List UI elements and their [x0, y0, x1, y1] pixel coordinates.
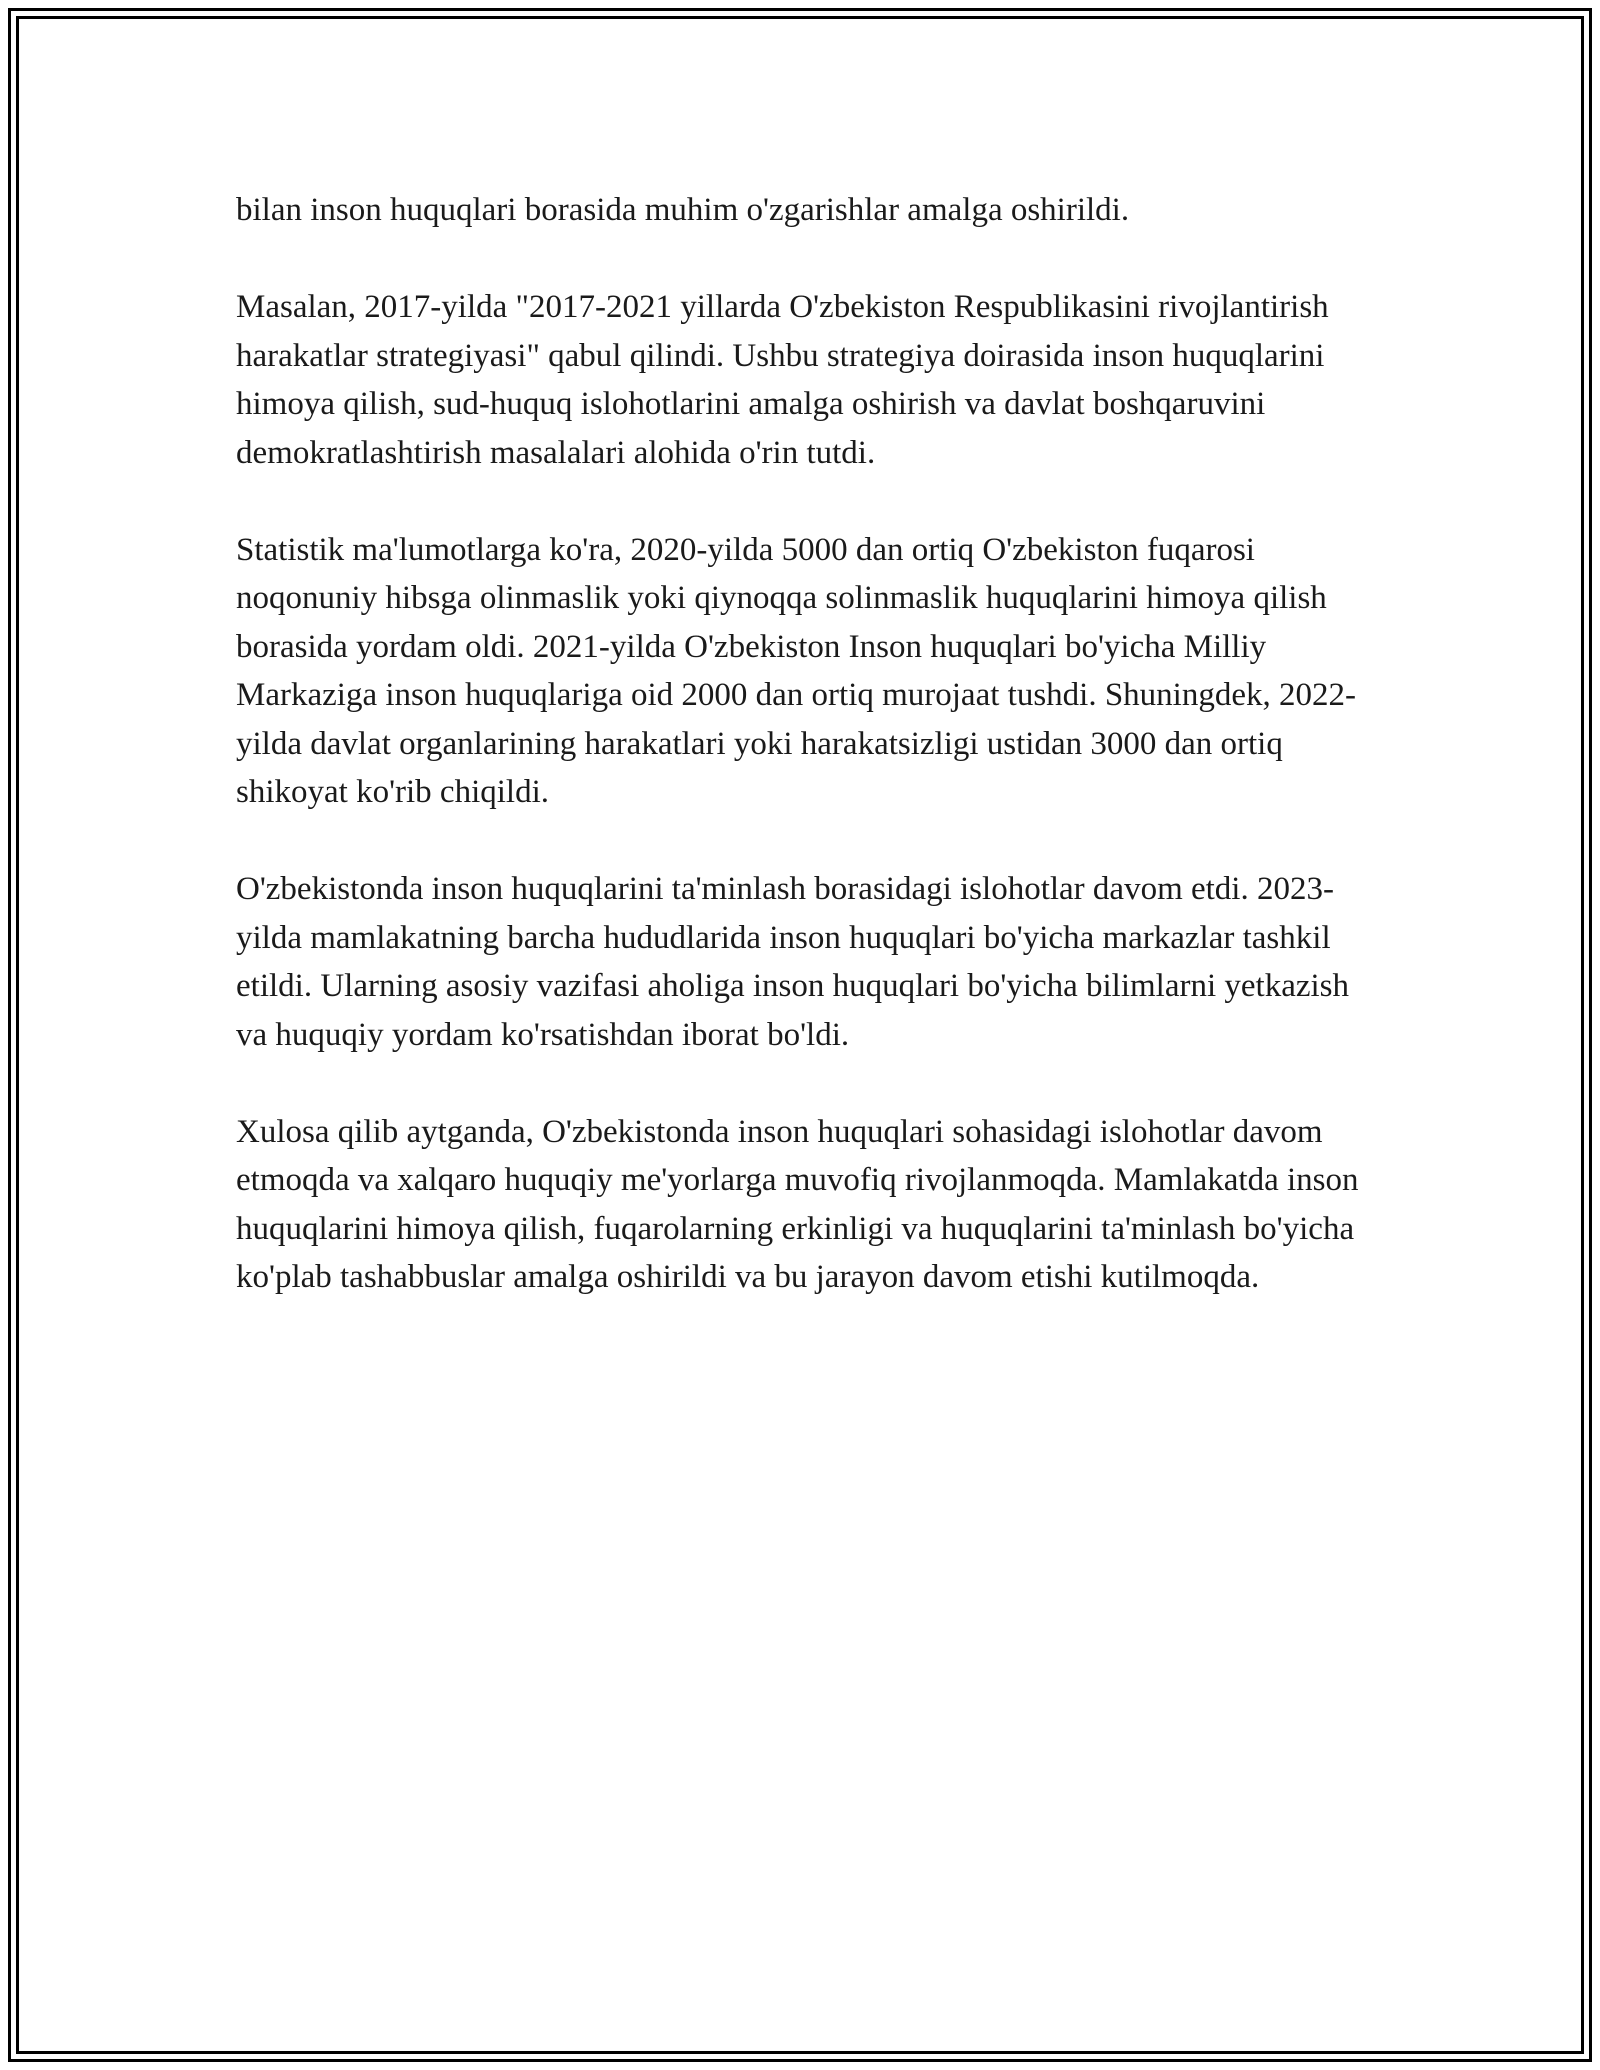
paragraph-statistics: Statistik ma'lumotlarga ko'ra, 2020-yilda 5000 dan ortiq O'zbekiston fuqarosi noqonuniy hibsga olinmaslik yoki qiynoqqa solinmaslik huquqlarini himoya qilish borasida yordam oldi. 2021-yilda O'zbekiston Inson huquqlari bo'yicha Milliy Markaziga inson huquqlariga oid 2000 dan ortiq murojaat tushdi. Shuningdek, 2022-yilda davlat organlarining harakatlari yoki harakatsizligi ustidan 3000 dan ortiq shikoyat ko'rib chiqildi.	[236, 531, 1356, 810]
paragraph-reforms: O'zbekistonda inson huquqlarini ta'minlash borasidagi islohotlar davom etdi. 2023-yilda mamlakatning barcha hududlarida inson huquqlari bo'yicha markazlar tashkil etildi. Ularning asosiy vazifasi aholiga inson huquqlari bo'yicha bilimlarni yetkazish va huquqiy yordam ko'rsatishdan iborat bo'ldi.	[236, 871, 1350, 1053]
paragraph-conclusion: Xulosa qilib aytganda, O'zbekistonda inson huquqlari sohasidagi islohotlar davom etmoqda va xalqaro huquqiy me'yorlarga muvofiq rivojlanmoqda. Mamlakatda inson huquqlarini himoya qilish, fuqarolarning erkinligi va huquqlarini ta'minlash bo'yicha ko'plab tashabbuslar amalga oshirildi va bu jarayon davom etishi kutilmoqda.	[236, 1113, 1359, 1295]
document-body	[236, 186, 1366, 1350]
paragraph-strategy: Masalan, 2017-yilda "2017-2021 yillarda O'zbekiston Respublikasini rivojlantirish harakatlar strategiyasi" qabul qilindi. Ushbu strategiya doirasida inson huquqlarini himoya qilish, sud-huquq islohotlarini amalga oshirish va davlat boshqaruvini demokratlashtirish masalalari alohida o'rin tutdi.	[236, 289, 1329, 471]
paragraph-continuation: bilan inson huquqlari borasida muhim o'zgarishlar amalga oshirildi.	[236, 192, 1130, 228]
